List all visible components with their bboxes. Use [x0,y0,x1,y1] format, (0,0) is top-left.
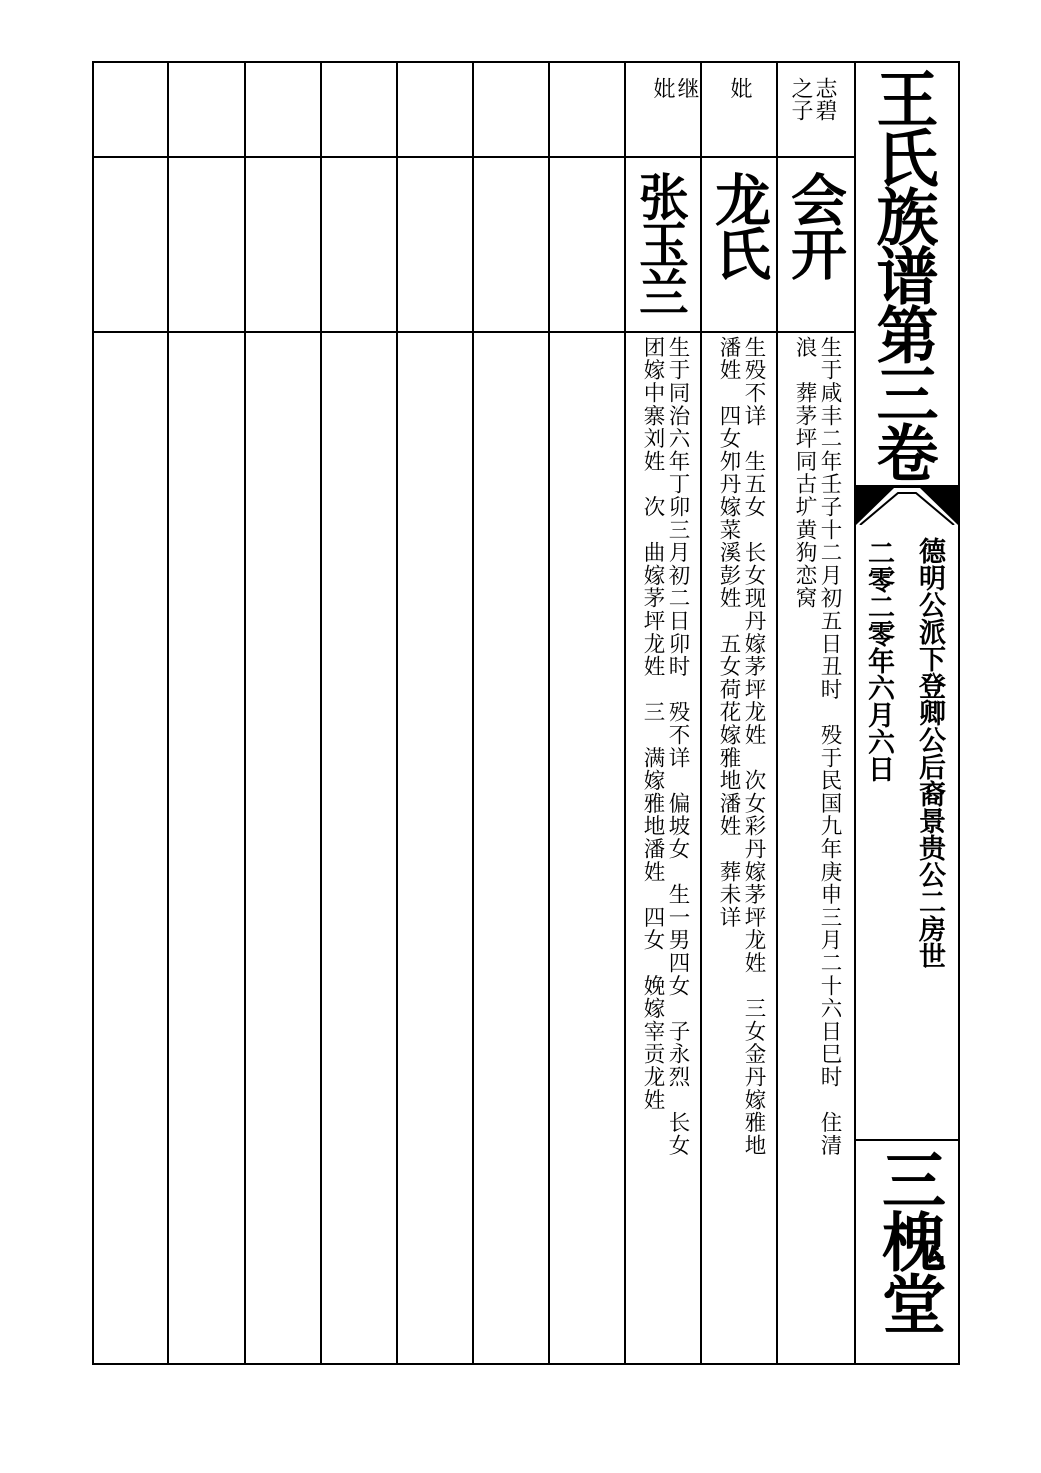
entry-name: 张玉兰 [631,171,690,315]
column-divider [854,61,856,1363]
column-divider [624,61,626,1363]
genealogy-page [92,61,958,1363]
entry-biography: 生殁不详 生五女 长女现丹嫁茅坪龙姓 次女彩丹嫁茅坪龙姓 三女金丹嫁雅地 潘姓 四女夘丹嫁菜溪彭姓 五女荷花嫁雅地潘姓 葬未详 [716,336,766,1157]
column-divider [776,61,778,1363]
row-divider [92,331,856,333]
entry-biography: 生于咸丰二年壬子十二月初五日丑时 殁于民国九年庚申三月二十六日巳时 住清 浪 葬茅坪同古圹黄狗恋窝 [792,336,842,1157]
entry-biography: 生于同治六年丁卯三月初二日卯时 殁不详 偏坡女 生一男四女 子永烈 长女 团嫁中寨刘姓 次 曲嫁茅坪龙姓 三 满嫁雅地潘姓 四女 娩嫁宰贡龙姓 [640,336,690,1157]
column-divider [244,61,246,1363]
column-divider [472,61,474,1363]
entry-label: 志碧 之子 [788,77,837,121]
entry-label: 继 妣 [650,77,699,99]
entry-label: 妣 [727,77,752,99]
hall-name: 三槐堂 [871,1147,946,1333]
compile-date: 二零二零年六月六日 [863,539,894,782]
entry-name: 龙氏 [706,171,772,279]
column-divider [320,61,322,1363]
book-title: 王氏族谱第三卷 [866,67,939,480]
column-divider [396,61,398,1363]
entry-name: 会开 [782,171,848,279]
title-banner-divider [856,485,958,525]
column-divider [700,61,702,1363]
lineage-subtitle: 德明公派下登卿公后裔景贵公二房世 [914,537,945,969]
column-divider [167,61,169,1363]
column-divider [548,61,550,1363]
row-divider [92,156,856,158]
hall-divider [856,1139,958,1141]
